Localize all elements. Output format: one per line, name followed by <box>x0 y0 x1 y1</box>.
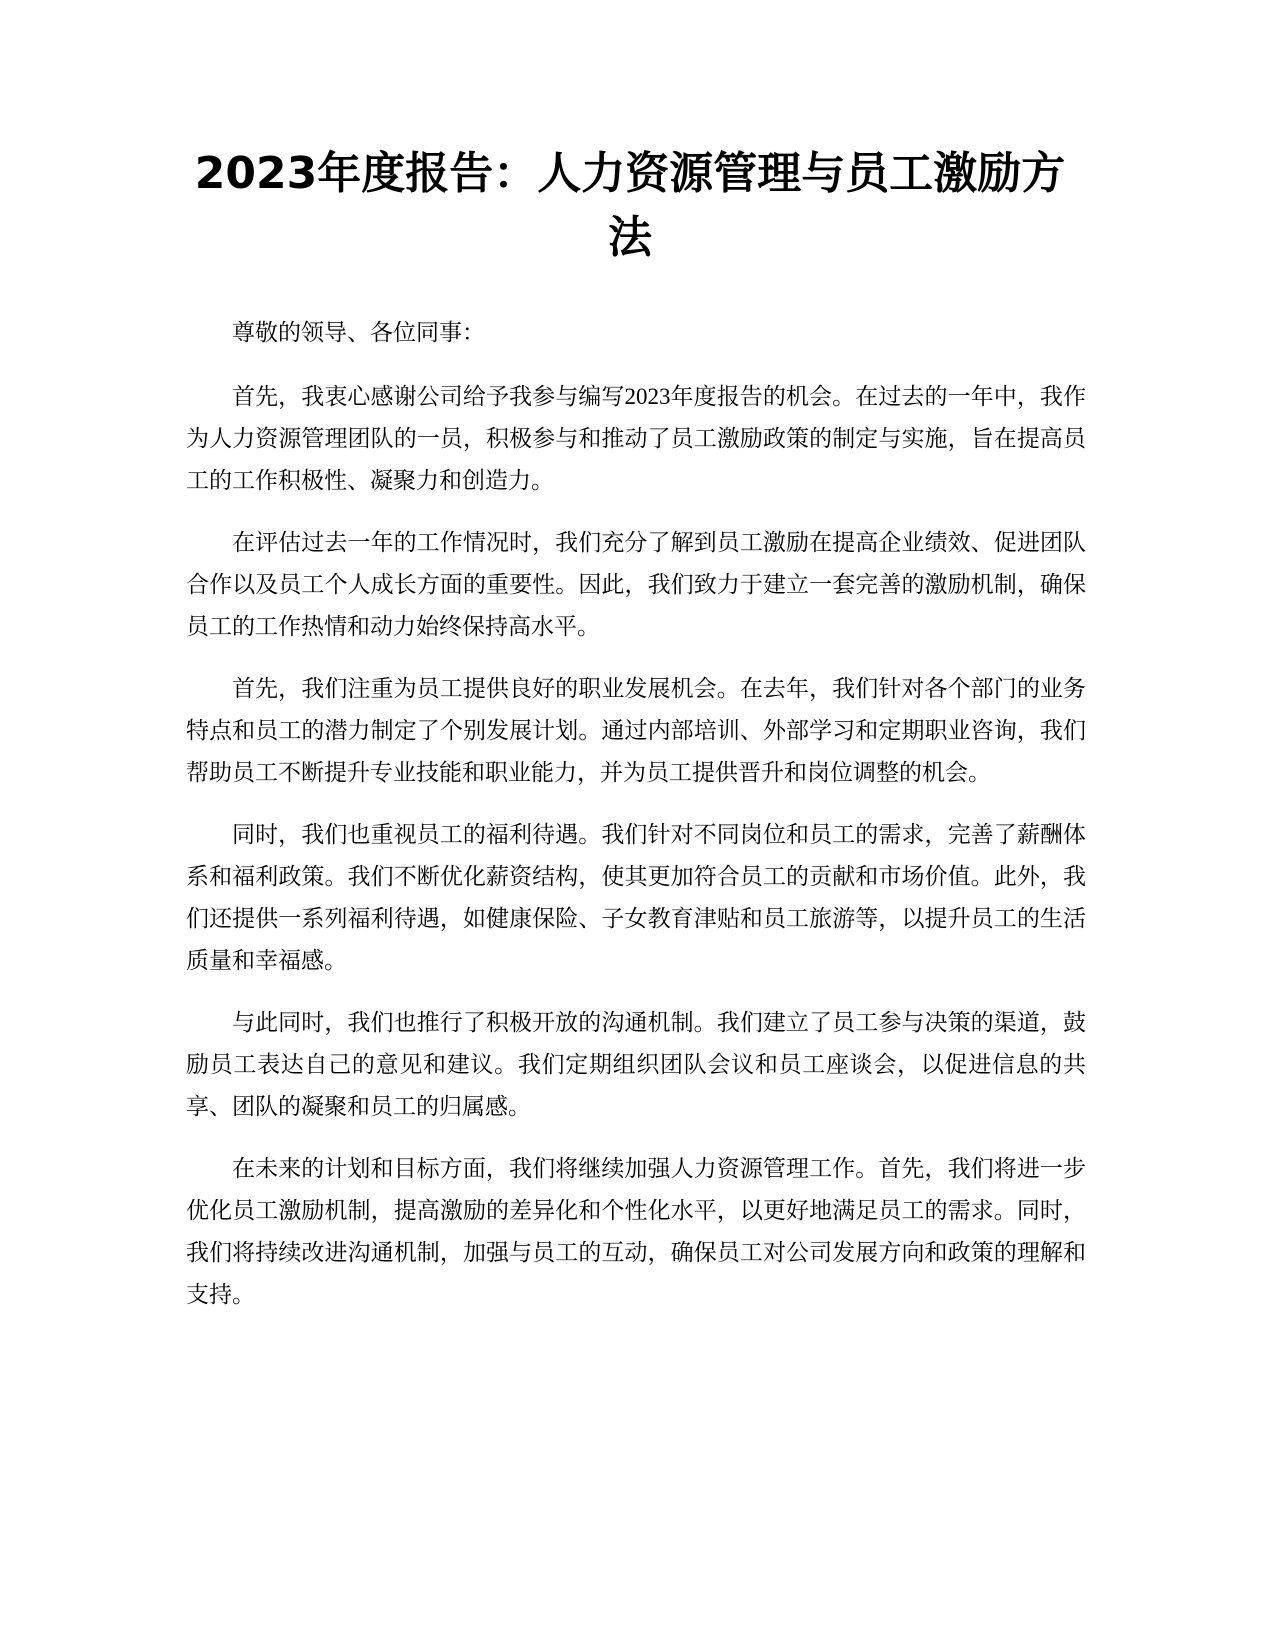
document-title: 2023年度报告：人力资源管理与员工激励方法 <box>194 148 1066 263</box>
salutation: 尊敬的领导、各位同事： <box>232 320 485 345</box>
paragraph-future-plans: 在未来的计划和目标方面，我们将继续加强人力资源管理工作。首先，我们将进一步优化员工激励机制，提高激励的差异化和个性化水平，以更好地满足员工的需求。同时，我们将持续改进沟通机制，加强与员工的互动，确保员工对公司发展方向和政策的理解和支持。 <box>186 1156 1086 1307</box>
paragraph-career-development: 首先，我们注重为员工提供良好的职业发展机会。在去年，我们针对各个部门的业务特点和员工的潜力制定了个别发展计划。通过内部培训、外部学习和定期职业咨询，我们帮助员工不断提升专业技能和职业能力，并为员工提供晋升和岗位调整的机会。 <box>186 676 1086 785</box>
paragraph-benefits: 同时，我们也重视员工的福利待遇。我们针对不同岗位和员工的需求，完善了薪酬体系和福利政策。我们不断优化薪资结构，使其更加符合员工的贡献和市场价值。此外，我们还提供一系列福利待遇，如健康保险、子女教育津贴和员工旅游等，以提升员工的生活质量和幸福感。 <box>186 822 1086 973</box>
document-body <box>186 312 1086 1336</box>
paragraph-evaluation: 在评估过去一年的工作情况时，我们充分了解到员工激励在提高企业绩效、促进团队合作以及员工个人成长方面的重要性。因此，我们致力于建立一套完善的激励机制，确保员工的工作热情和动力始终保持高水平。 <box>186 530 1086 639</box>
paragraph-gratitude: 首先，我衷心感谢公司给予我参与编写2023年度报告的机会。在过去的一年中，我作为人力资源管理团队的一员，积极参与和推动了员工激励政策的制定与实施，旨在提高员工的工作积极性、凝聚力和创造力。 <box>186 384 1086 493</box>
paragraph-communication: 与此同时，我们也推行了积极开放的沟通机制。我们建立了员工参与决策的渠道，鼓励员工表达自己的意见和建议。我们定期组织团队会议和员工座谈会，以促进信息的共享、团队的凝聚和员工的归属感。 <box>186 1010 1086 1119</box>
